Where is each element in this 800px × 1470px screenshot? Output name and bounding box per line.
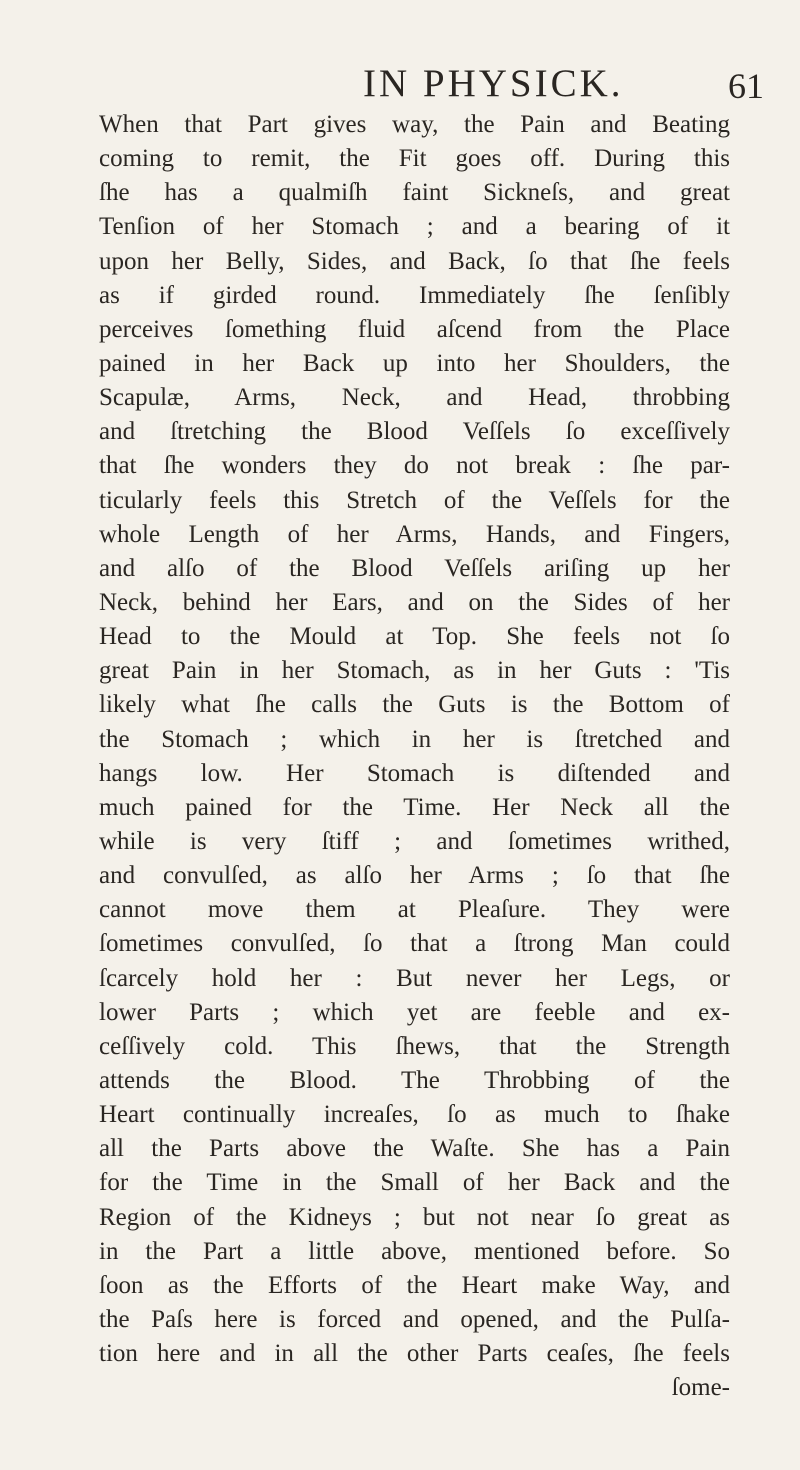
text-line: Head to the Mould at Top. She feels not ſo	[99, 623, 730, 651]
text-line: whole Length of her Arms, Hands, and Fingers,	[99, 520, 730, 548]
text-line: and ſtretching the Blood Veſſels ſo exceſſively	[99, 418, 730, 446]
text-line: all the Parts above the Waſte. She has a Pain	[99, 1135, 730, 1163]
text-line: Heart continually increaſes, ſo as much to ſhake	[99, 1101, 730, 1129]
text-line: ticularly feels this Stretch of the Veſſels for the	[99, 486, 730, 514]
text-line: and convulſed, as alſo her Arms ; ſo that ſhe	[99, 862, 730, 890]
text-line: coming to remit, the Fit goes off. During this	[99, 145, 730, 173]
text-line: upon her Belly, Sides, and Back, ſo that ſhe feels	[99, 247, 730, 275]
running-head	[0, 64, 800, 104]
text-line: for the Time in the Small of her Back and the	[99, 1169, 730, 1197]
text-line: Scapulæ, Arms, Neck, and Head, throbbing	[99, 384, 730, 412]
text-line: the Stomach ; which in her is ſtretched and	[99, 725, 730, 753]
text-line: ſoon as the Efforts of the Heart make Way, and	[99, 1271, 730, 1299]
text-line: as if girded round. Immediately ſhe ſenſibly	[99, 281, 730, 309]
text-line: in the Part a little above, mentioned before. So	[99, 1237, 730, 1265]
text-line: When that Part gives way, the Pain and Beating	[99, 111, 730, 138]
body-text	[99, 108, 730, 1405]
text-line: tion here and in all the other Parts ceaſes, ſhe feels	[99, 1340, 730, 1368]
text-line: ſometimes convulſed, ſo that a ſtrong Man could	[99, 930, 730, 958]
text-line: hangs low. Her Stomach is diſtended and	[99, 759, 730, 787]
text-line: cannot move them at Pleaſure. They were	[99, 896, 730, 924]
text-line: ſhe has a qualmiſh faint Sickneſs, and great	[99, 179, 730, 207]
text-line: ſcarcely hold her : But never her Legs, or	[99, 964, 730, 992]
text-line: likely what ſhe calls the Guts is the Bottom of	[99, 691, 730, 719]
running-title: IN PHYSICK.	[363, 62, 624, 105]
text-line: lower Parts ; which yet are feeble and ex-	[99, 998, 730, 1026]
text-line: much pained for the Time. Her Neck all the	[99, 793, 730, 821]
text-line: great Pain in her Stomach, as in her Guts : 'Tis	[99, 657, 730, 685]
text-line: and alſo of the Blood Veſſels ariſing up her	[99, 554, 730, 582]
page-number: 61	[728, 66, 764, 106]
text-line: ceſſively cold. This ſhews, that the Strength	[99, 1032, 730, 1060]
text-line: perceives ſomething fluid aſcend from the Place	[99, 315, 730, 343]
text-line: Neck, behind her Ears, and on the Sides of her	[99, 588, 730, 616]
text-line: attends the Blood. The Throbbing of the	[99, 1066, 730, 1094]
text-line: the Paſs here is forced and opened, and the Pulſa-	[99, 1305, 730, 1333]
text-line: Region of the Kidneys ; but not near ſo great as	[99, 1203, 730, 1231]
text-line: Tenſion of her Stomach ; and a bearing of it	[99, 213, 730, 241]
catchword: ſome-	[671, 1374, 730, 1402]
text-line: pained in her Back up into her Shoulders, the	[99, 349, 730, 377]
text-line: that ſhe wonders they do not break : ſhe par-	[99, 452, 730, 480]
text-line: while is very ſtiff ; and ſometimes writhed,	[99, 827, 730, 855]
